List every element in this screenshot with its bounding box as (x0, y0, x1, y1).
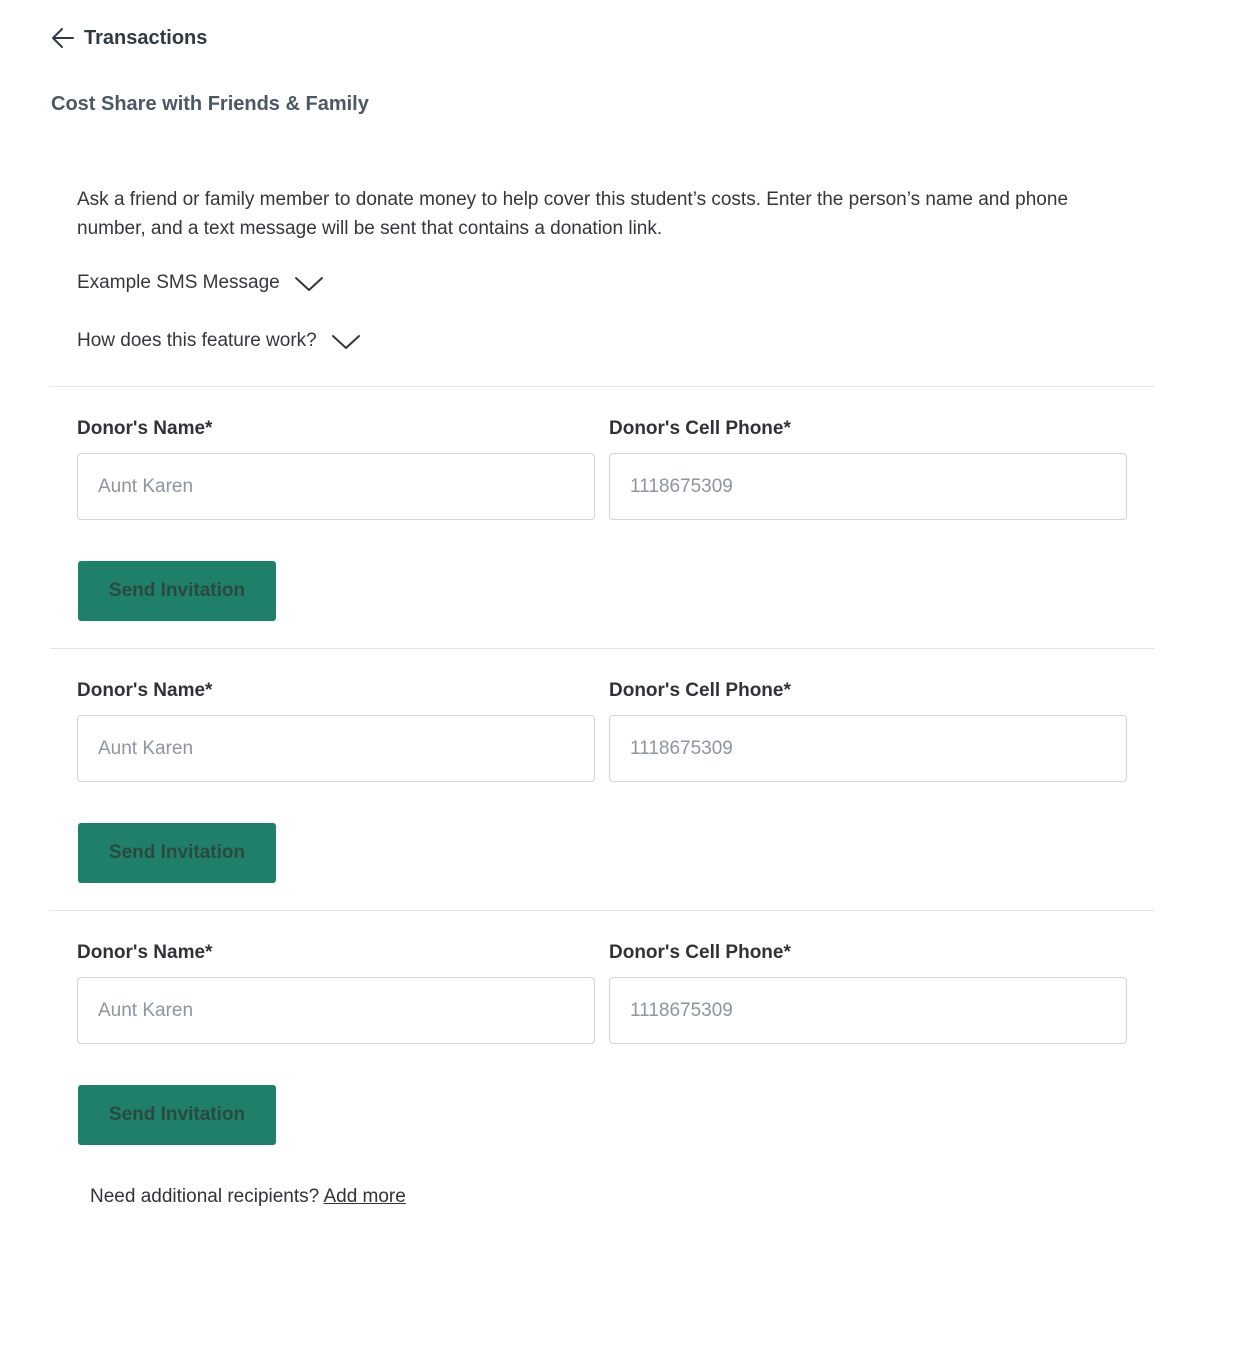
chevron-down-icon (331, 331, 361, 351)
back-to-transactions-link[interactable] (50, 24, 207, 52)
donor-phone-input[interactable] (609, 453, 1127, 520)
send-invitation-button[interactable]: Send Invitation (78, 561, 276, 621)
example-sms-toggle[interactable] (77, 272, 324, 294)
send-invitation-button[interactable]: Send Invitation (78, 823, 276, 883)
donor-name-input[interactable] (77, 715, 595, 782)
example-sms-label: Example SMS Message (77, 272, 280, 293)
additional-recipients-note (90, 1186, 406, 1208)
send-invitation-button[interactable]: Send Invitation (78, 1085, 276, 1145)
section-divider (50, 648, 1154, 649)
donor-name-label: Donor's Name* (77, 418, 213, 439)
donor-name-input[interactable] (77, 453, 595, 520)
donor-name-label: Donor's Name* (77, 942, 213, 963)
arrow-left-icon (50, 25, 76, 51)
donor-phone-label: Donor's Cell Phone* (609, 680, 791, 701)
additional-recipients-prompt: Need additional recipients? (90, 1186, 320, 1207)
section-divider (50, 910, 1154, 911)
donor-phone-label: Donor's Cell Phone* (609, 418, 791, 439)
add-more-link[interactable]: Add more (323, 1186, 406, 1207)
donor-phone-input[interactable] (609, 715, 1127, 782)
donor-name-input[interactable] (77, 977, 595, 1044)
donor-phone-input[interactable] (609, 977, 1127, 1044)
donor-name-label: Donor's Name* (77, 680, 213, 701)
chevron-down-icon (294, 273, 324, 293)
how-it-works-label: How does this feature work? (77, 330, 317, 351)
back-link-label: Transactions (84, 26, 208, 49)
intro-text: Ask a friend or family member to donate money to help cover this student’s costs. Enter the person’s name and phone number, and a text message will be sent that contains a donation link. (77, 189, 1069, 239)
page-title: Cost Share with Friends & Family (51, 93, 369, 115)
section-divider (50, 386, 1154, 387)
how-it-works-toggle[interactable] (77, 330, 361, 352)
donor-phone-label: Donor's Cell Phone* (609, 942, 791, 963)
